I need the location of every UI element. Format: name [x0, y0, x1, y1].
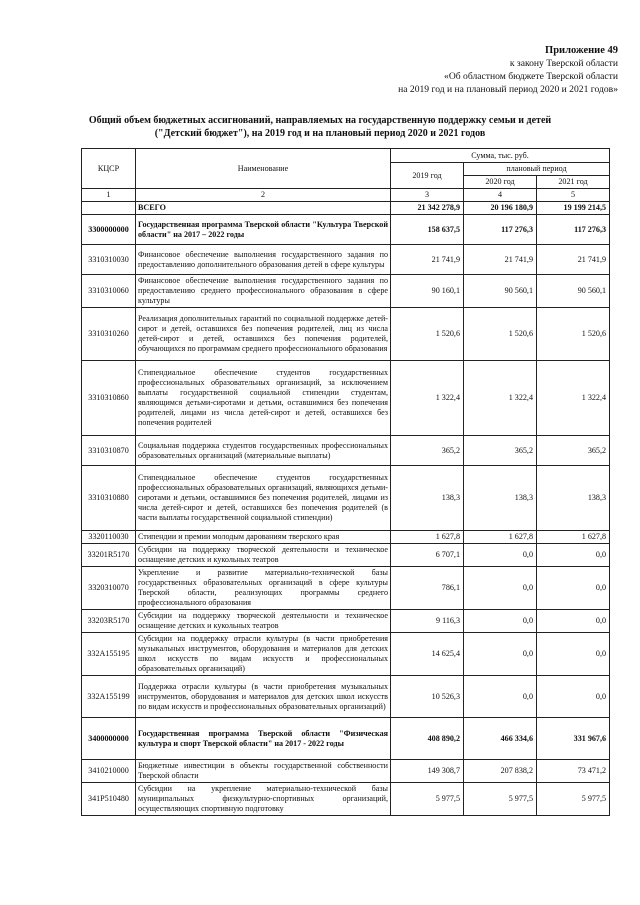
table-row: [82, 361, 610, 436]
row-value-2020: 1 322,4: [464, 361, 537, 436]
row-value-2020: 207 838,2: [464, 760, 537, 783]
table-row: [82, 202, 610, 215]
row-value-2021: 0,0: [537, 676, 610, 718]
row-value-2020: 0,0: [464, 633, 537, 676]
row-name: Реализация дополнительных гарантий по социальной поддержке детей-сирот и детей, оставшихся без попечения родителей, лиц из числа детей-сирот и детей, оставшихся без попечения родителей, обучающихся по программам среднего профессионального образования: [136, 308, 391, 361]
row-name: Бюджетные инвестиции в объекты государственной собственности Тверской области: [136, 760, 391, 783]
row-value-2020: 0,0: [464, 610, 537, 633]
row-value-2021: 0,0: [537, 567, 610, 610]
header-num-1: 1: [82, 189, 136, 202]
header-num-4: 4: [464, 189, 537, 202]
header-num-5: 5: [537, 189, 610, 202]
header-num-2: 2: [136, 189, 391, 202]
row-code: 3300000000: [82, 215, 136, 245]
row-value-2021: 21 741,9: [537, 245, 610, 275]
row-name: Социальная поддержка студентов государственных профессиональных образовательных организаций (материальные выплаты): [136, 436, 391, 466]
appendix-title: Приложение 49: [545, 45, 618, 56]
row-name: Финансовое обеспечение выполнения государственного задания по предоставлению среднего профессионального образования в сфере культуры: [136, 275, 391, 308]
row-code: [82, 202, 136, 215]
row-code: 3310310880: [82, 466, 136, 531]
row-value-2019: 5 977,5: [391, 783, 464, 816]
row-name: ВСЕГО: [136, 202, 391, 215]
table-row: [82, 544, 610, 567]
row-code: 3320310070: [82, 567, 136, 610]
header-planned-period: плановый период: [464, 163, 610, 176]
row-code: 3310310060: [82, 275, 136, 308]
row-value-2019: 365,2: [391, 436, 464, 466]
row-value-2020: 117 276,3: [464, 215, 537, 245]
table-body: [82, 202, 610, 816]
header-sum: Сумма, тыс. руб.: [391, 149, 610, 163]
document-title-line-1: Общий объем бюджетных ассигнований, направляемых на государственную поддержку семьи и детей: [88, 115, 552, 126]
row-value-2021: 0,0: [537, 610, 610, 633]
row-name: Укрепление и развитие материально-технической базы государственных образовательных организаций в сфере культуры Тверской области, реализующих программы среднего профессионального образования: [136, 567, 391, 610]
table-row: [82, 783, 610, 816]
row-name: Финансовое обеспечение выполнения государственного задания по предоставлению дополнительного образования детей в сфере культуры: [136, 245, 391, 275]
row-code: 3310310860: [82, 361, 136, 436]
row-code: 33201R5170: [82, 544, 136, 567]
header-2020: 2020 год: [464, 176, 537, 189]
row-value-2019: 21 342 278,9: [391, 202, 464, 215]
row-value-2021: 331 967,6: [537, 718, 610, 760]
budget-table: [81, 148, 610, 816]
row-value-2020: 0,0: [464, 676, 537, 718]
row-name: Стипендиальное обеспечение студентов государственных профессиональных образовательных организаций, являющихся детьми-сиротами и детьми, оставшимися без попечения родителей, лицами из числа детей-сирот и детей, оставшихся без попечения родителей (в части выплаты государственной социальной стипендии): [136, 466, 391, 531]
row-value-2019: 6 707,1: [391, 544, 464, 567]
row-name: Субсидии на поддержку творческой деятельности и техническое оснащение детских и кукольных театров: [136, 544, 391, 567]
row-value-2021: 90 560,1: [537, 275, 610, 308]
row-value-2021: 73 471,2: [537, 760, 610, 783]
appendix-block: [288, 44, 618, 96]
row-name: Государственная программа Тверской области "Культура Тверской области" на 2017 – 2022 годы: [136, 215, 391, 245]
header-code: КЦСР: [82, 149, 136, 189]
table-row: [82, 610, 610, 633]
row-code: 341P510480: [82, 783, 136, 816]
row-value-2020: 5 977,5: [464, 783, 537, 816]
header-2021: 2021 год: [537, 176, 610, 189]
row-value-2019: 158 637,5: [391, 215, 464, 245]
row-value-2019: 786,1: [391, 567, 464, 610]
row-value-2020: 1 627,8: [464, 531, 537, 544]
row-code: 3310310870: [82, 436, 136, 466]
row-code: 3410210000: [82, 760, 136, 783]
document-title: [60, 114, 580, 140]
row-value-2021: 0,0: [537, 544, 610, 567]
row-value-2020: 21 741,9: [464, 245, 537, 275]
row-value-2021: 138,3: [537, 466, 610, 531]
row-value-2020: 1 520,6: [464, 308, 537, 361]
row-value-2020: 20 196 180,9: [464, 202, 537, 215]
row-value-2021: 19 199 214,5: [537, 202, 610, 215]
row-value-2019: 1 627,8: [391, 531, 464, 544]
table-row: [82, 567, 610, 610]
row-value-2020: 90 560,1: [464, 275, 537, 308]
header-name: Наименование: [136, 149, 391, 189]
row-code: 3310310030: [82, 245, 136, 275]
row-code: 332A155195: [82, 633, 136, 676]
row-value-2021: 1 322,4: [537, 361, 610, 436]
table-row: [82, 760, 610, 783]
row-value-2019: 138,3: [391, 466, 464, 531]
table-row: [82, 275, 610, 308]
row-code: 3320110030: [82, 531, 136, 544]
table-row: [82, 718, 610, 760]
table-row: [82, 633, 610, 676]
row-value-2021: 0,0: [537, 633, 610, 676]
row-code: 33203R5170: [82, 610, 136, 633]
document-title-line-2: ("Детский бюджет"), на 2019 год и на плановый период 2020 и 2021 годов: [154, 128, 486, 139]
row-name: Субсидии на укрепление материально-технической базы муниципальных физкультурно-спортивных организаций, осуществляющих спортивную подготовку: [136, 783, 391, 816]
row-name: Субсидии на поддержку отрасли культуры (в части приобретения музыкальных инструментов, оборудования и материалов для детских школ искусств по видам искусств и профессиональных образовательных организаций): [136, 633, 391, 676]
row-value-2021: 1 520,6: [537, 308, 610, 361]
row-value-2019: 14 625,4: [391, 633, 464, 676]
row-name: Поддержка отрасли культуры (в части приобретения музыкальных инструментов, оборудования и материалов для детских школ искусств по видам искусств и профессиональных образовательных организаций): [136, 676, 391, 718]
appendix-line-1: к закону Тверской области: [509, 58, 618, 69]
table-row: [82, 308, 610, 361]
header-2019: 2019 год: [391, 163, 464, 189]
table-row: [82, 436, 610, 466]
row-value-2019: 90 160,1: [391, 275, 464, 308]
row-name: Государственная программа Тверской области "Физическая культура и спорт Тверской области" на 2017 - 2022 годы: [136, 718, 391, 760]
row-value-2021: 5 977,5: [537, 783, 610, 816]
row-code: 3310310260: [82, 308, 136, 361]
row-value-2021: 117 276,3: [537, 215, 610, 245]
row-value-2019: 149 308,7: [391, 760, 464, 783]
row-name: Стипендии и премии молодым дарованиям тверского края: [136, 531, 391, 544]
row-value-2019: 408 890,2: [391, 718, 464, 760]
row-value-2020: 365,2: [464, 436, 537, 466]
appendix-line-3: на 2019 год и на плановый период 2020 и 2021 годов»: [398, 84, 618, 95]
row-name: Субсидии на поддержку творческой деятельности и техническое оснащение детских и кукольных театров: [136, 610, 391, 633]
table-header: [82, 149, 610, 202]
header-num-3: 3: [391, 189, 464, 202]
row-value-2021: 365,2: [537, 436, 610, 466]
row-value-2019: 10 526,3: [391, 676, 464, 718]
row-code: 3400000000: [82, 718, 136, 760]
table-row: [82, 215, 610, 245]
table-row: [82, 531, 610, 544]
table-row: [82, 676, 610, 718]
row-value-2020: 138,3: [464, 466, 537, 531]
row-value-2019: 21 741,9: [391, 245, 464, 275]
row-value-2020: 0,0: [464, 544, 537, 567]
appendix-line-2: «Об областном бюджете Тверской области: [444, 71, 618, 82]
row-value-2019: 1 520,6: [391, 308, 464, 361]
row-code: 332A155199: [82, 676, 136, 718]
row-value-2019: 1 322,4: [391, 361, 464, 436]
row-value-2020: 466 334,6: [464, 718, 537, 760]
row-value-2019: 9 116,3: [391, 610, 464, 633]
row-value-2020: 0,0: [464, 567, 537, 610]
table-row: [82, 466, 610, 531]
table-row: [82, 245, 610, 275]
row-value-2021: 1 627,8: [537, 531, 610, 544]
row-name: Стипендиальное обеспечение студентов государственных профессиональных образовательных организаций, за исключением выплаты государственной социальной стипендии студентам, являющимся детьми-сиротами и детьми, оставшимися без попечения родителей, лицами из числа детей-сирот и детей, оставшихся без попечения родителей: [136, 361, 391, 436]
